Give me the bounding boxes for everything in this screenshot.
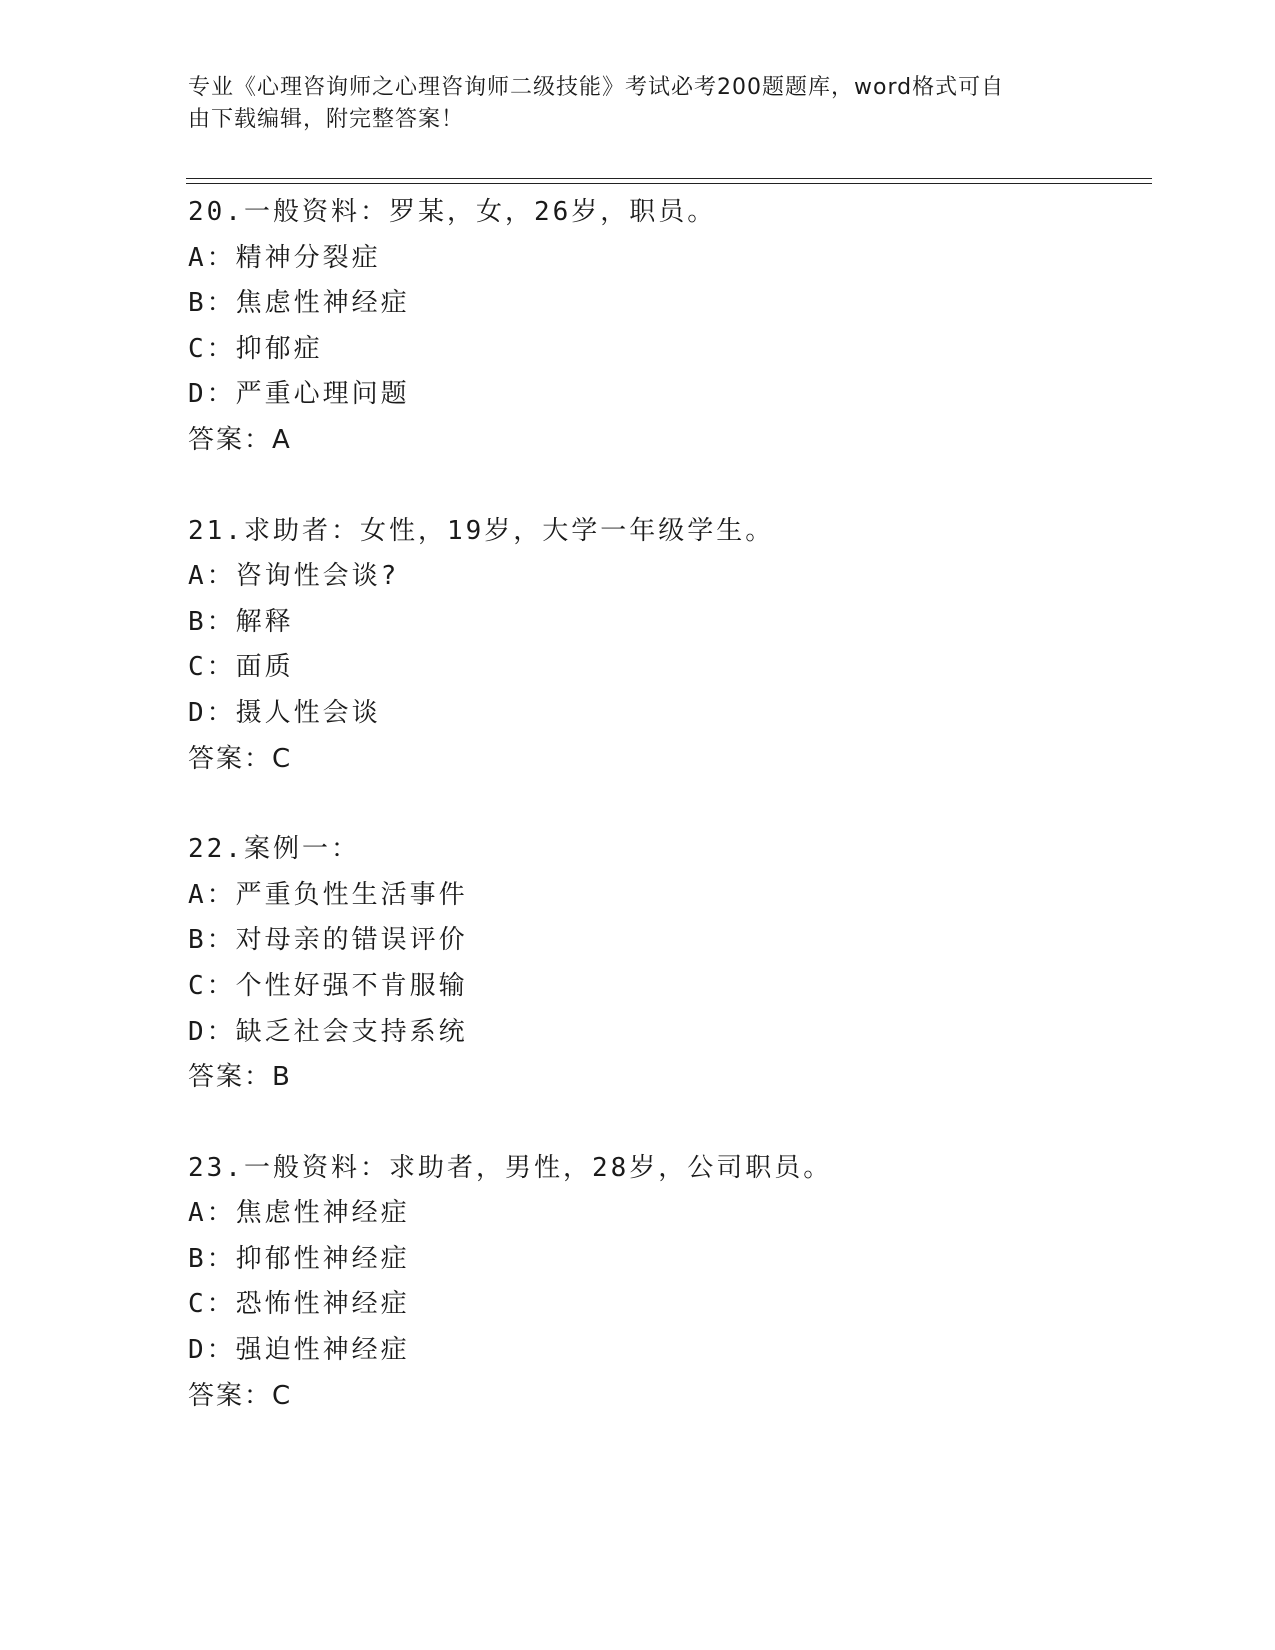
option-b: B：焦虑性神经症 — [188, 288, 410, 319]
question-21 — [188, 509, 1148, 783]
option-d: D：强迫性神经症 — [188, 1335, 410, 1366]
question-stem: 21.求助者：女性，19岁，大学一年级学生。 — [188, 515, 775, 546]
option-b: B：对母亲的错误评价 — [188, 925, 468, 956]
option-a: A：严重负性生活事件 — [188, 879, 468, 910]
option-b: B：抑郁性神经症 — [188, 1243, 410, 1274]
option-c: C：抑郁症 — [188, 333, 323, 364]
question-stem: 22.案例一： — [188, 834, 360, 865]
option-a: A：焦虑性神经症 — [188, 1198, 410, 1229]
option-b: B：解释 — [188, 606, 294, 637]
answer-line: 答案：C — [188, 1380, 293, 1411]
header-divider-top — [186, 178, 1152, 179]
option-a: A：精神分裂症 — [188, 242, 381, 273]
question-23 — [188, 1146, 1148, 1420]
question-22 — [188, 827, 1148, 1101]
option-c: C：面质 — [188, 652, 294, 683]
header-line-1: 专业《心理咨询师之心理咨询师二级技能》考试必考200题题库，word格式可自 — [188, 75, 1005, 100]
question-20 — [188, 190, 1148, 464]
option-c: C：恐怖性神经症 — [188, 1289, 410, 1320]
answer-line: 答案：B — [188, 1062, 292, 1093]
answer-line: 答案：C — [188, 743, 293, 774]
question-stem: 23.一般资料：求助者，男性，28岁，公司职员。 — [188, 1152, 833, 1183]
option-d: D：缺乏社会支持系统 — [188, 1016, 468, 1047]
question-list — [188, 190, 1148, 1464]
header-divider-bottom — [186, 183, 1152, 184]
question-stem: 20.一般资料：罗某，女，26岁，职员。 — [188, 197, 717, 227]
document-header — [188, 72, 1068, 136]
answer-line: 答案：A — [188, 424, 292, 455]
option-d: D：摄人性会谈 — [188, 697, 381, 728]
option-c: C：个性好强不肯服输 — [188, 970, 468, 1001]
option-a: A：咨询性会谈? — [188, 561, 400, 592]
header-line-2: 由下载编辑，附完整答案！ — [188, 107, 465, 132]
option-d: D：严重心理问题 — [188, 379, 410, 410]
